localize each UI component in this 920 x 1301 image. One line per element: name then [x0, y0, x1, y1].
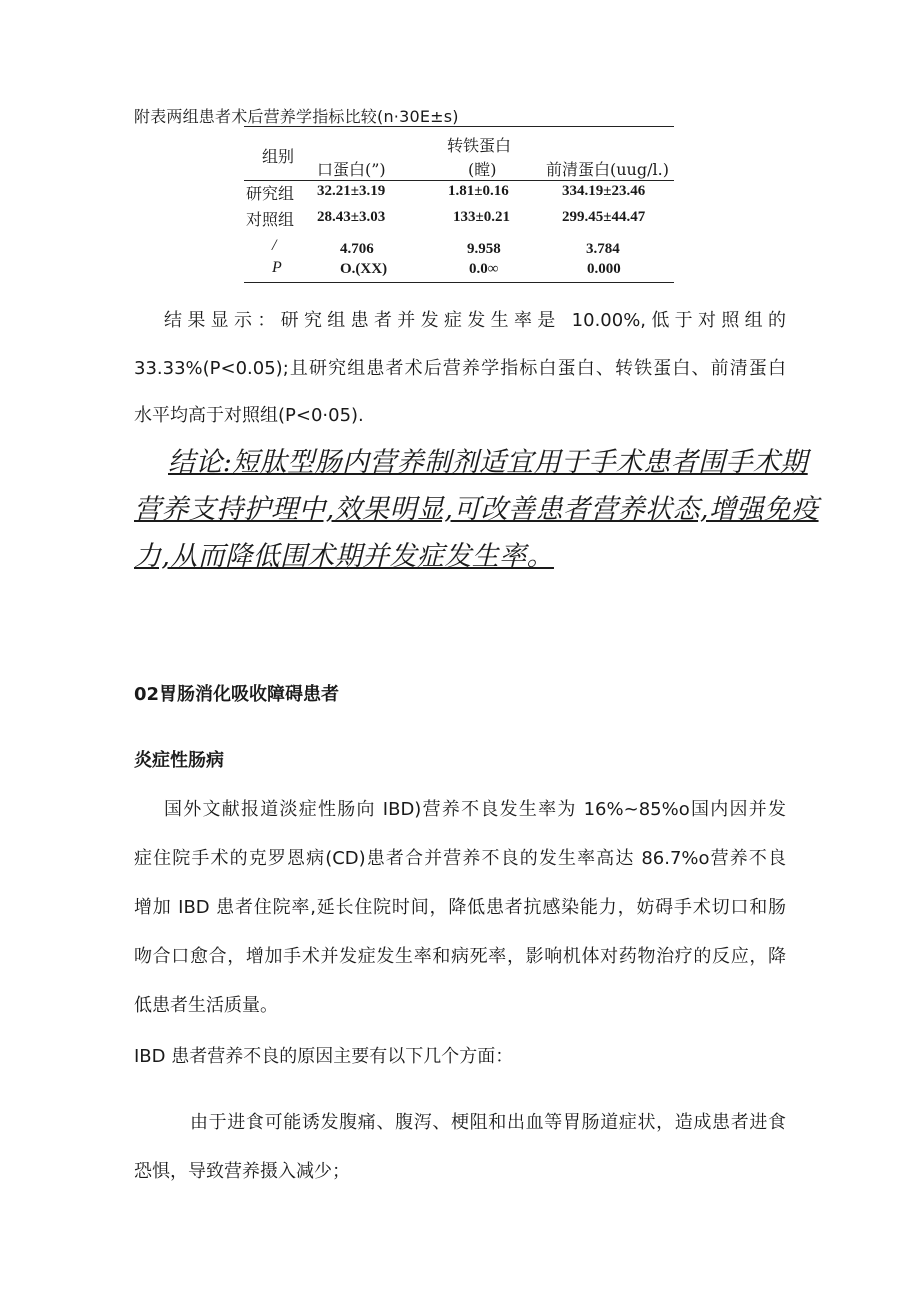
ibd-line-1: 国外文献报道淡症性肠向 IBD)营养不良发生率为 16%~85%o国内因并发	[164, 799, 786, 820]
table-bottom-rule	[244, 282, 674, 283]
table-top-rule	[244, 126, 674, 127]
table-cell: O.(XX)	[340, 261, 388, 277]
section-heading: 02胃肠消化吸收障碍患者	[134, 684, 340, 705]
row-label-study: 研究组	[246, 184, 295, 203]
table-cell: 3.784	[586, 241, 620, 257]
table-cell: 28.43±3.03	[317, 209, 386, 225]
table-cell: 32.21±3.19	[317, 183, 386, 199]
row-label-t: /	[272, 237, 277, 254]
causes-intro: IBD 患者营养不良的原因主要有以下几个方面：	[134, 1046, 514, 1067]
conclusion-line-1: 结论:短肽型肠内营养制剂适宜用于手术患者围手术期	[168, 447, 808, 478]
table-cell: 133±0.21	[453, 209, 510, 225]
ibd-line-4: 吻合口愈合，增加手术并发症发生率和病死率，影响机体对药物治疗的反应，降	[134, 946, 786, 967]
results-line-2: 33.33%(P<0.05);且研究组患者术后营养学指标白蛋白、转铁蛋白、前清蛋白	[134, 358, 786, 379]
table-caption: 附表两组患者术后营养学指标比较(n·30E±s)	[134, 107, 459, 126]
conclusion-line-3: 力,从而降低围术期并发症发生率。	[134, 541, 554, 572]
row-label-control: 对照组	[246, 210, 295, 229]
table-cell: 1.81±0.16	[448, 183, 509, 199]
conclusion-line-2: 营养支持护理中,效果明显,可改善患者营养状态,增强免疫	[134, 494, 819, 525]
header-transferrin: 转铁蛋白	[447, 136, 512, 155]
cause-1-line-2: 恐惧，导致营养摄入减少；	[134, 1161, 350, 1182]
ibd-line-5: 低患者生活质量。	[134, 995, 278, 1016]
table-cell: 9.958	[467, 241, 501, 257]
ibd-line-3: 增加 IBD 患者住院率,延长住院时间，降低患者抗感染能力，妨碍手术切口和肠	[134, 897, 786, 918]
cause-1-line-1: 由于进食可能诱发腹痛、腹泻、梗阻和出血等胃肠道症状，造成患者进食	[190, 1112, 786, 1133]
table-cell: 334.19±23.46	[562, 183, 646, 199]
results-line-3: 水平均高于对照组(P<0·05).	[134, 405, 364, 426]
table-cell: 0.0∞	[469, 261, 499, 277]
table-cell: 299.45±44.47	[562, 209, 646, 225]
header-albumin: 口蛋白(”)	[317, 160, 386, 179]
table-cell: 0.000	[587, 261, 621, 277]
row-label-p: P	[272, 259, 282, 276]
sub-heading: 炎症性肠病	[134, 750, 224, 771]
header-transferrin-unit: (瞠)	[468, 160, 497, 179]
table-cell: 4.706	[340, 241, 374, 257]
ibd-line-2: 症住院手术的克罗恩病(CD)患者合并营养不良的发生率高达 86.7%o营养不良	[134, 848, 786, 869]
table-header-rule	[244, 180, 674, 181]
results-line-1: 结果显示：研究组患者并发症发生率是 10.00%,低于对照组的	[164, 310, 786, 331]
header-group: 组别	[262, 147, 295, 166]
header-prealbumin: 前清蛋白(uug/l.)	[546, 160, 669, 179]
